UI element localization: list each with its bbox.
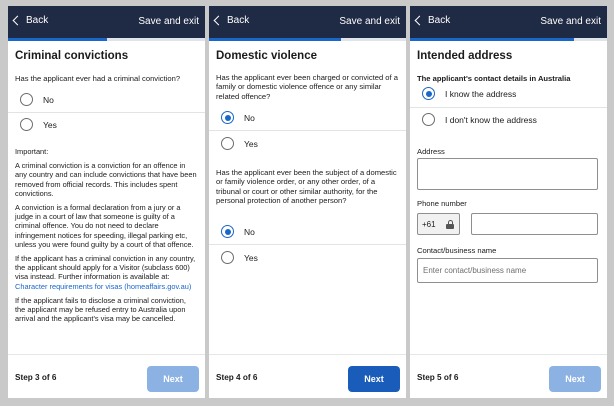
radio-label: I know the address: [445, 88, 517, 99]
progress-bar: [209, 38, 406, 41]
progress-fill: [410, 38, 574, 41]
progress-fill: [8, 38, 107, 41]
next-button[interactable]: Next: [147, 366, 199, 392]
top-bar: [209, 6, 406, 38]
address-input[interactable]: [417, 158, 598, 190]
phone-prefix: [417, 213, 460, 235]
top-bar: [8, 6, 205, 38]
chevron-left-icon: [13, 16, 23, 26]
radio-option-yes[interactable]: [221, 251, 258, 264]
top-bar: [410, 6, 607, 38]
panel-intended-address: [410, 6, 607, 398]
radio-option-yes[interactable]: [20, 118, 57, 131]
radio-button[interactable]: [221, 251, 234, 264]
footer-divider: [410, 354, 607, 355]
radio-option-no[interactable]: [20, 93, 54, 106]
radio-option-no[interactable]: [221, 225, 255, 238]
back-button[interactable]: [14, 15, 48, 26]
character-requirements-link[interactable]: Character requirements for visas (homeaffairs.gov.au): [15, 281, 192, 291]
footer-divider: [209, 354, 406, 355]
footer-divider: [8, 354, 205, 355]
progress-bar: [8, 38, 205, 41]
radio-selected-dot: [426, 91, 432, 97]
contact-placeholder: Enter contact/business name: [423, 266, 527, 275]
notice-paragraph: A conviction is a formal declaration from a jury or a judge in a court of law that someone is guilty of a criminal offence. You do not need to declare infringement notices for speeding, illegal parking etc, unless you were found guilty by a court of that offence.: [15, 203, 194, 249]
divider: [8, 112, 205, 113]
page-title: Criminal convictions: [15, 50, 129, 62]
notice-paragraph: If the applicant fails to disclose a criminal conviction, the applicant may be refused entry to Australia upon arrival and the applicant's visa may be cancelled.: [15, 295, 186, 324]
save-and-exit-button[interactable]: Save and exit: [540, 16, 601, 27]
radio-option-no[interactable]: [221, 111, 255, 124]
radio-option-dont-know-address[interactable]: [422, 113, 537, 126]
radio-label: I don't know the address: [445, 114, 537, 125]
radio-label: Yes: [244, 138, 258, 149]
chevron-left-icon: [415, 16, 425, 26]
step-indicator: Step 4 of 6: [216, 373, 258, 382]
radio-button[interactable]: [221, 225, 234, 238]
step-indicator: Step 5 of 6: [417, 373, 459, 382]
radio-button[interactable]: [20, 93, 33, 106]
divider: [209, 244, 406, 245]
contact-input[interactable]: [417, 258, 598, 283]
phone-label: Phone number: [417, 199, 467, 208]
next-button[interactable]: Next: [549, 366, 601, 392]
back-button[interactable]: [416, 15, 450, 26]
back-label: Back: [26, 15, 49, 26]
important-heading: Important:: [15, 147, 49, 156]
question-charged-or-convicted: Has the applicant ever been charged or convicted of a family or domestic violence offence or any similar related offence?: [216, 73, 398, 101]
divider: [410, 107, 607, 108]
chevron-left-icon: [214, 16, 224, 26]
radio-label: No: [244, 226, 255, 237]
radio-option-yes[interactable]: [221, 137, 258, 150]
next-button[interactable]: Next: [348, 366, 400, 392]
back-label: Back: [227, 15, 250, 26]
address-label: Address: [417, 147, 445, 156]
page-title: Domestic violence: [216, 50, 317, 62]
radio-button[interactable]: [221, 111, 234, 124]
phone-prefix-value: +61: [422, 219, 436, 229]
question-violence-order: Has the applicant ever been the subject of a domestic or family violence order, or any other order, of a tribunal or court or other similar authority, for the personal protection of another person?: [216, 168, 397, 206]
radio-selected-dot: [225, 229, 231, 235]
radio-button[interactable]: [20, 118, 33, 131]
question-criminal-conviction: Has the applicant ever had a criminal conviction?: [15, 74, 181, 83]
radio-button[interactable]: [422, 113, 435, 126]
progress-bar: [410, 38, 607, 41]
back-button[interactable]: [215, 15, 249, 26]
radio-button[interactable]: [221, 137, 234, 150]
panel-criminal-convictions: [8, 6, 205, 398]
divider: [209, 130, 406, 131]
radio-label: No: [43, 94, 54, 105]
panel-domestic-violence: [209, 6, 406, 398]
lock-icon: [446, 220, 454, 229]
contact-label: Contact/business name: [417, 246, 497, 255]
notice-paragraph: [15, 254, 197, 291]
important-notice: [15, 147, 197, 328]
phone-input[interactable]: [471, 213, 598, 235]
save-and-exit-button[interactable]: Save and exit: [339, 16, 400, 27]
radio-selected-dot: [225, 115, 231, 121]
notice-paragraph: A criminal conviction is a conviction for an offence in any country and can include convictions that have been removed from official records. This includes spent convictions.: [15, 161, 197, 198]
page-title: Intended address: [417, 50, 513, 62]
step-indicator: Step 3 of 6: [15, 373, 57, 382]
back-label: Back: [428, 15, 451, 26]
radio-button[interactable]: [422, 87, 435, 100]
radio-label: No: [244, 112, 255, 123]
radio-label: Yes: [43, 119, 57, 130]
save-and-exit-button[interactable]: Save and exit: [138, 16, 199, 27]
progress-fill: [209, 38, 341, 41]
section-label: The applicant's contact details in Australia: [417, 74, 571, 83]
radio-label: Yes: [244, 252, 258, 263]
notice-text: If the applicant has a criminal conviction in any country, the applicant should apply for a Visitor (subclass 600) visa instead. Further information is available at:: [15, 254, 196, 282]
radio-option-know-address[interactable]: [422, 87, 516, 100]
